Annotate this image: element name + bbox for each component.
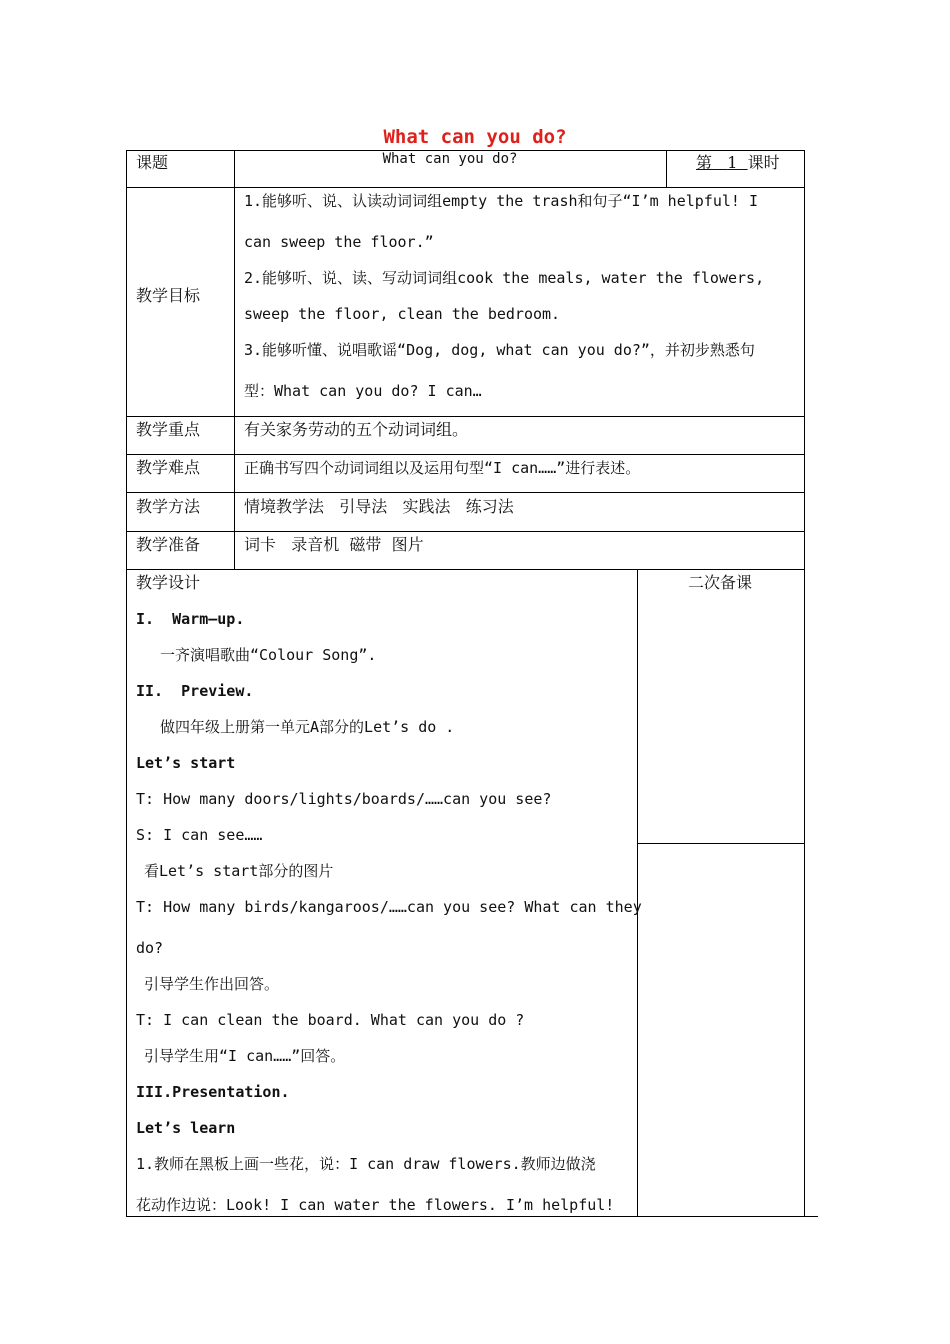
topic-label: 课题 [136,153,169,172]
design-line: T: I can clean the board. What can you do ? [136,1011,525,1029]
lesson-suffix: 课时 [747,153,780,172]
design-label: 教学设计 [136,573,201,592]
design-line: T: How many birds/kangaroos/……can you see? What can they [136,898,642,916]
lesson-prefix: 第 [696,153,713,172]
design-line: do? [136,939,164,957]
key-points-value: 有关家务劳动的五个动词词组。 [244,420,469,439]
design-line: 看Let’s start部分的图片 [144,862,334,880]
methods-label: 教学方法 [136,497,201,516]
topic-value: What can you do? [382,151,518,167]
methods-value: 情境教学法 引导法 实践法 练习法 [244,497,514,516]
design-line: 花动作边说：Look! I can water the flowers. I’m helpful! [136,1196,615,1214]
objective-line: 1.能够听、说、认读动词词组empty the trash和句子“I’m helpful! I [244,192,758,210]
design-line: 引导学生作出回答。 [144,975,280,993]
lesson-number: 1 [727,153,738,172]
objective-line: 3.能够听懂、说唱歌谣“Dog, dog, what can you do?”，并初步熟悉句 [244,341,755,359]
document-title: What can you do? [383,126,567,148]
preparation-label: 教学准备 [136,535,201,554]
preparation-value: 词卡 录音机 磁带 图片 [244,535,424,554]
lesson-period [696,153,780,173]
objective-line: 2.能够听、说、读、写动词词组cook the meals, water the flowers, [244,269,765,287]
section-heading: I. Warm—up. [136,610,245,628]
objectives-label: 教学目标 [136,286,201,305]
key-points-label: 教学重点 [136,420,201,439]
difficulties-label: 教学难点 [136,458,201,477]
design-line: T: How many doors/lights/boards/……can you see? [136,790,552,808]
objective-line: sweep the floor, clean the bedroom. [244,305,561,323]
objective-line: 型：What can you do? I can… [244,382,482,400]
design-line: S: I can see…… [136,826,263,844]
difficulties-value: 正确书写四个动词词组以及运用句型“I can……”进行表述。 [244,459,641,477]
design-line: 做四年级上册第一单元A部分的Let’s do . [160,718,455,736]
design-line: 引导学生用“I can……”回答。 [144,1047,346,1065]
section-heading: Let’s start [136,754,236,772]
design-line: 一齐演唱歌曲“Colour Song”. [160,646,377,664]
secondary-prep-label: 二次备课 [688,573,753,592]
objective-line: can sweep the floor.” [244,233,434,251]
section-heading: Let’s learn [136,1119,236,1137]
design-line: 1.教师在黑板上画一些花，说：I can draw flowers.教师边做浇 [136,1155,596,1173]
section-heading: II. Preview. [136,682,254,700]
section-heading: III.Presentation. [136,1083,290,1101]
